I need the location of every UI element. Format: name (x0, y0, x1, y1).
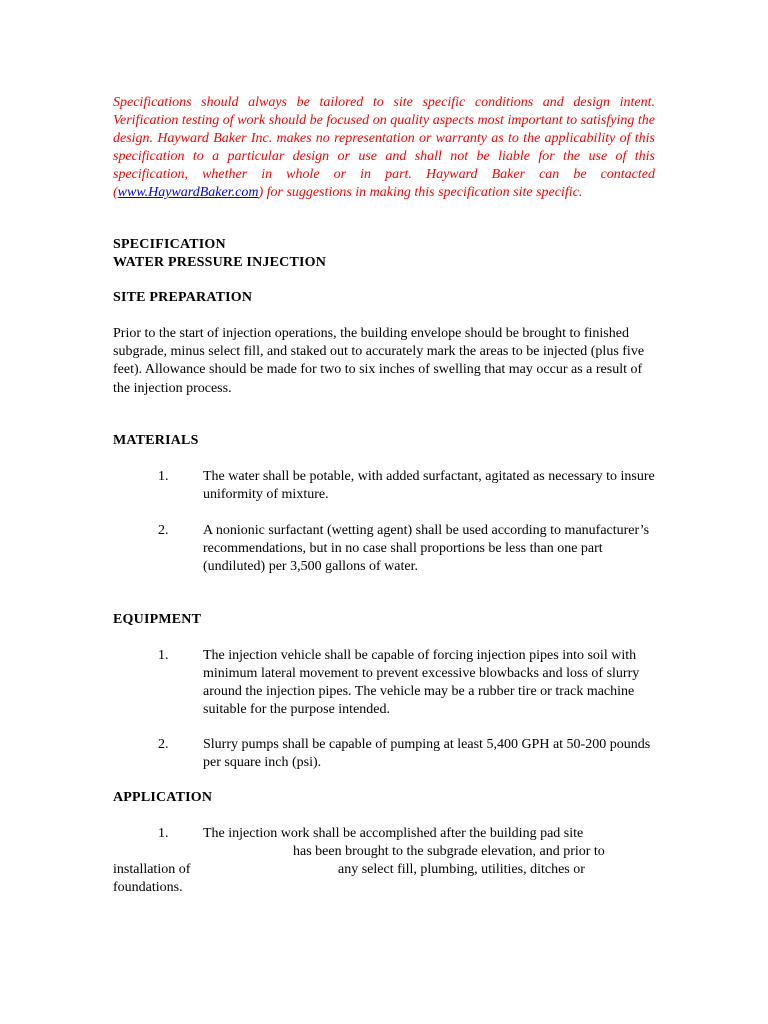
application-heading: APPLICATION (113, 790, 213, 805)
item-number: 1. (158, 469, 169, 484)
application-text-line: The injection work shall be accomplished after the building pad site (203, 826, 584, 841)
item-number: 2. (158, 737, 169, 752)
application-text-line: installation of (113, 862, 191, 877)
item-number: 1. (158, 826, 169, 841)
item-text: The injection vehicle shall be capable of forcing injection pipes into soil with minimum lateral movement to prevent excessive blowbacks and loss of slurry around the injection pipes. The vehicle may be a rubber tire or track machine suitable for the purpose intended. (203, 648, 640, 717)
disclaimer-text-end: ) for suggestions in making this specification site specific. (258, 185, 583, 200)
disclaimer-paragraph (113, 94, 655, 202)
disclaimer-text-start: Specifications should always be tailored to site specific conditions and design intent. Verification testing of work should be focused on quality aspects most important to satisfying the design. Hayward Baker Inc. makes no representation or warranty as to the applicability of this specification to a particular design or use and shall not be liable for the use of this specification, whether in whole or in part. Hayward Baker can be contacted ( (113, 95, 655, 200)
application-text-line: foundations. (113, 880, 183, 895)
spec-title: SPECIFICATION (113, 237, 226, 252)
site-preparation-heading: SITE PREPARATION (113, 290, 253, 305)
site-preparation-paragraph: Prior to the start of injection operations, the building envelope should be brought to finished subgrade, minus select fill, and staked out to accurately mark the areas to be injected (plus five feet). Allowance should be made for two to six inches of swelling that may occur as a result of the injection process. (113, 326, 645, 396)
item-text: A nonionic surfactant (wetting agent) shall be used according to manufacturer’s recommendations, but in no case shall proportions be less than one part (undiluted) per 3,500 gallons of water. (203, 523, 650, 574)
item-text: The water shall be potable, with added surfactant, agitated as necessary to insure uniformity of mixture. (203, 469, 655, 502)
application-text-line: has been brought to the subgrade elevation, and prior to (293, 844, 605, 859)
application-text-line: any select fill, plumbing, utilities, ditches or (338, 862, 585, 877)
hayward-baker-link[interactable]: www.HaywardBaker.com (117, 185, 259, 200)
materials-heading: MATERIALS (113, 433, 199, 448)
item-number: 1. (158, 648, 169, 663)
equipment-heading: EQUIPMENT (113, 612, 202, 627)
spec-subtitle: WATER PRESSURE INJECTION (113, 255, 327, 270)
item-text: Slurry pumps shall be capable of pumping at least 5,400 GPH at 50-200 pounds per square inch (psi). (203, 737, 651, 770)
item-number: 2. (158, 523, 169, 538)
